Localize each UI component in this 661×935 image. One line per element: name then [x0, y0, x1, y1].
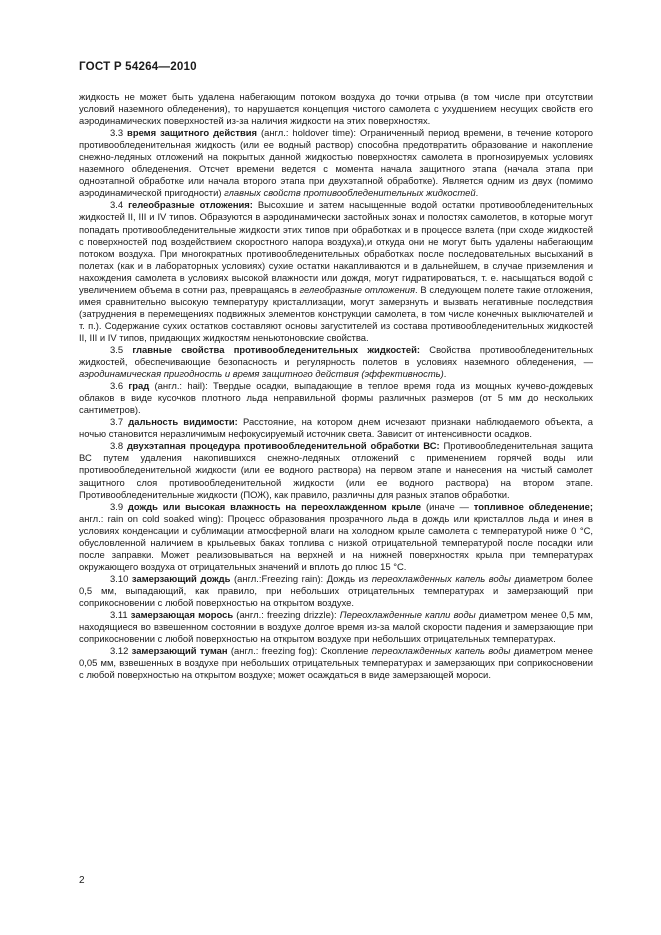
- paragraph-text: .: [475, 187, 479, 199]
- paragraph-text: 3.3: [110, 127, 128, 139]
- paragraph-text: англ.: rain on cold soaked wing): Процесс образования прозрачного льда в дождь или кристаллов льда и инея в условиях конденсации и сублимации атмосферной влаги на холодном крыле самолета с температурой ниже 0 °С, обусловленной наличием в крыльевых баках топлива с низкой отрицательной температурой после посадки или после заправки. Может реализовываться на верхней и на нижней поверхностях крыла при температурах окружающего воздуха от отрицательных значений и вплоть до плюс 15 °С.: [79, 512, 593, 572]
- paragraph: [79, 344, 593, 380]
- term-heading: топливное обледенение;: [473, 500, 594, 512]
- paragraph-text: . В следующем полете такие отложения, имея сравнительно высокую температуру кристаллизации, могут замерзнуть и вызвать негативные последствия (затруднения в перемещениях подвижных элементов конструкции самолета, в том числе конечных выключателей и т. п.). Содержание сухих остатков составляют основы загустителей из состава противообледенительных жидкостей II, III и IV типов, придающих жидкостям неньютоновские свойства.: [79, 283, 593, 343]
- page-number: 2: [79, 875, 85, 886]
- paragraph-text: (иначе —: [421, 500, 474, 512]
- term-heading: замерзающий туман: [131, 645, 228, 657]
- term-heading: замерзающая морось: [130, 609, 234, 621]
- paragraph-text: 3.7: [110, 416, 129, 428]
- paragraph-text: 3.6: [110, 380, 129, 392]
- italic-reference: главных свойств противообледенительных жидкостей: [224, 187, 476, 199]
- paragraph-text: (англ.: holdover time): Ограниченный период времени, в течение которого противообледенительная жидкость (или ее водный раствор) способна предотвратить образование и накопление снежно-ледяных отложений на покрытых данной жидкостью поверхностях самолета в прогнозируемых условиях наземного обледенения. Отсчет времени ведется с момента начала защитного этапа (начала этапа при одноэтапной обработке или начала второго этапа при двухэтапной обработке). Является одним из двух (помимо аэродинамической пригодности): [79, 127, 593, 199]
- term-heading: град: [128, 380, 150, 392]
- italic-reference: гелеобразные отложения: [299, 283, 416, 295]
- paragraph: [79, 609, 593, 645]
- paragraph-text: 3.11: [110, 609, 131, 621]
- paragraph: [79, 416, 593, 440]
- paragraph-text: диаметром более 0,5 мм, выпадающий, как правило, при небольших отрицательных температурах и замерзающий при соприкосновении с любой поверхностью на открытом воздухе.: [79, 572, 594, 608]
- document-header: ГОСТ Р 54264—2010: [79, 60, 197, 73]
- italic-reference: аэродинамическая пригодность и время защитного действия (эффективность): [79, 368, 444, 380]
- paragraph-text: жидкость не может быть удалена набегающим потоком воздуха до точки отрыва (в том числе при отсутствии условий наземного обледенения), то нарушается концепция чистого самолета с ухудшением несущих свойств его аэродинамических поверхностей из-за наличия жидкости на этих поверхностях.: [79, 91, 593, 127]
- paragraph-text: 3.9: [110, 500, 128, 512]
- paragraph-text: 3.4: [110, 199, 129, 211]
- paragraph-text: (англ.: freezing fog): Скопление: [227, 645, 372, 657]
- paragraph-text: (англ.: freezing drizzle):: [233, 609, 340, 621]
- italic-reference: переохлажденных капель воды: [371, 572, 511, 584]
- term-heading: главные свойства противообледенительных жидкостей:: [132, 343, 420, 355]
- paragraph: [79, 380, 593, 416]
- paragraph: [79, 501, 593, 573]
- paragraph: [79, 440, 593, 500]
- paragraph-text: .: [443, 368, 447, 380]
- term-heading: время защитного действия: [127, 127, 257, 139]
- paragraph-text: 3.10: [110, 572, 132, 584]
- italic-reference: переохлажденных капель воды: [371, 645, 511, 657]
- term-heading: замерзающий дождь: [131, 572, 231, 584]
- term-heading: дождь или высокая влажность на переохлажденном крыле: [127, 500, 422, 512]
- paragraph: [79, 199, 593, 344]
- paragraph-text: Свойства противообледенительных жидкостей, обеспечивающие безопасность и регулярность полетов в условиях наземного обледенения, —: [79, 343, 593, 368]
- paragraph: [79, 91, 593, 127]
- paragraph: [79, 573, 593, 609]
- term-heading: гелеобразные отложения:: [128, 199, 253, 211]
- paragraph-text: Противообледенительная защита ВС путем удаления накопившихся снежно-ледяных отложений с применением горячей воды или противообледенительной жидкости (или ее водного раствора) на первом этапе и нанесения на чистый самолет защитного слоя противообледенительной жидкости (или ее водного раствора) на втором этапе. Противообледенительные жидкости (ПОЖ), как правило, различны для разных этапов обработки.: [79, 440, 593, 500]
- paragraph-text: 3.5: [110, 343, 133, 355]
- paragraph: [79, 645, 593, 681]
- paragraph: [79, 127, 593, 199]
- term-heading: дальность видимости:: [128, 416, 238, 428]
- paragraph-text: (англ.: hail): Твердые осадки, выпадающие в теплое время года из мощных кучево-дождевых облаков в виде кусочков плотного льда неправильной формы различных размеров (от 5 мм до нескольких сантиметров).: [79, 380, 593, 416]
- paragraph-text: Высохшие и затем насыщенные водой остатки противообледенительных жидкостей II, III и IV типов. Образуются в аэродинамически застойных зонах и полостях самолетов, в которые могут попадать противообледенительные жидкости этих типов при обработках и в процессе взлета (при сходе жидкостей с поверхностей под воздействием скоростного напора воздуха),и откуда они не могут быть удалены набегающим потоком воздуха. При многократных противообледенительных обработках после последовательных высыханий в полетах (как и в лабораторных условиях) сухие остатки накапливаются и в дальнейшем, в случае приземления и нахождения самолета в условиях высокой влажности или дождя, могут гидратироваться, т. е. насыщаться водой с увеличением объема в сотни раз, превращаясь в: [79, 199, 593, 295]
- paragraph-text: Расстояние, на котором днем исчезают признаки наблюдаемого объекта, а ночью становится неразличимым нефокусируемый источник света. Зависит от интенсивности осадков.: [79, 416, 594, 440]
- paragraph-text: 3.12: [110, 645, 132, 657]
- paragraph-text: (англ.:Freezing rain): Дождь из: [230, 572, 372, 584]
- paragraph-text: диаметром менее 0,5 мм, находящиеся во взвешенном состоянии в воздухе долгое время из-за малой скорости падения и замерзающие при соприкосновении с любой поверхностью на открытом воздухе при небольших отрицательных температурах.: [79, 609, 593, 645]
- paragraph-text: 3.8: [110, 440, 127, 452]
- term-heading: двухэтапная процедура противообледенительной обработки ВС:: [126, 440, 440, 452]
- document-body: [79, 91, 593, 681]
- paragraph-text: диаметром менее 0,05 мм, взвешенных в воздухе при небольших отрицательных температурах и замерзающих при соприкосновении с любой поверхностью на открытом воздухе; может осаждаться в виде замерзающей мороси.: [79, 645, 593, 681]
- italic-reference: Переохлажденные капли воды: [339, 609, 476, 621]
